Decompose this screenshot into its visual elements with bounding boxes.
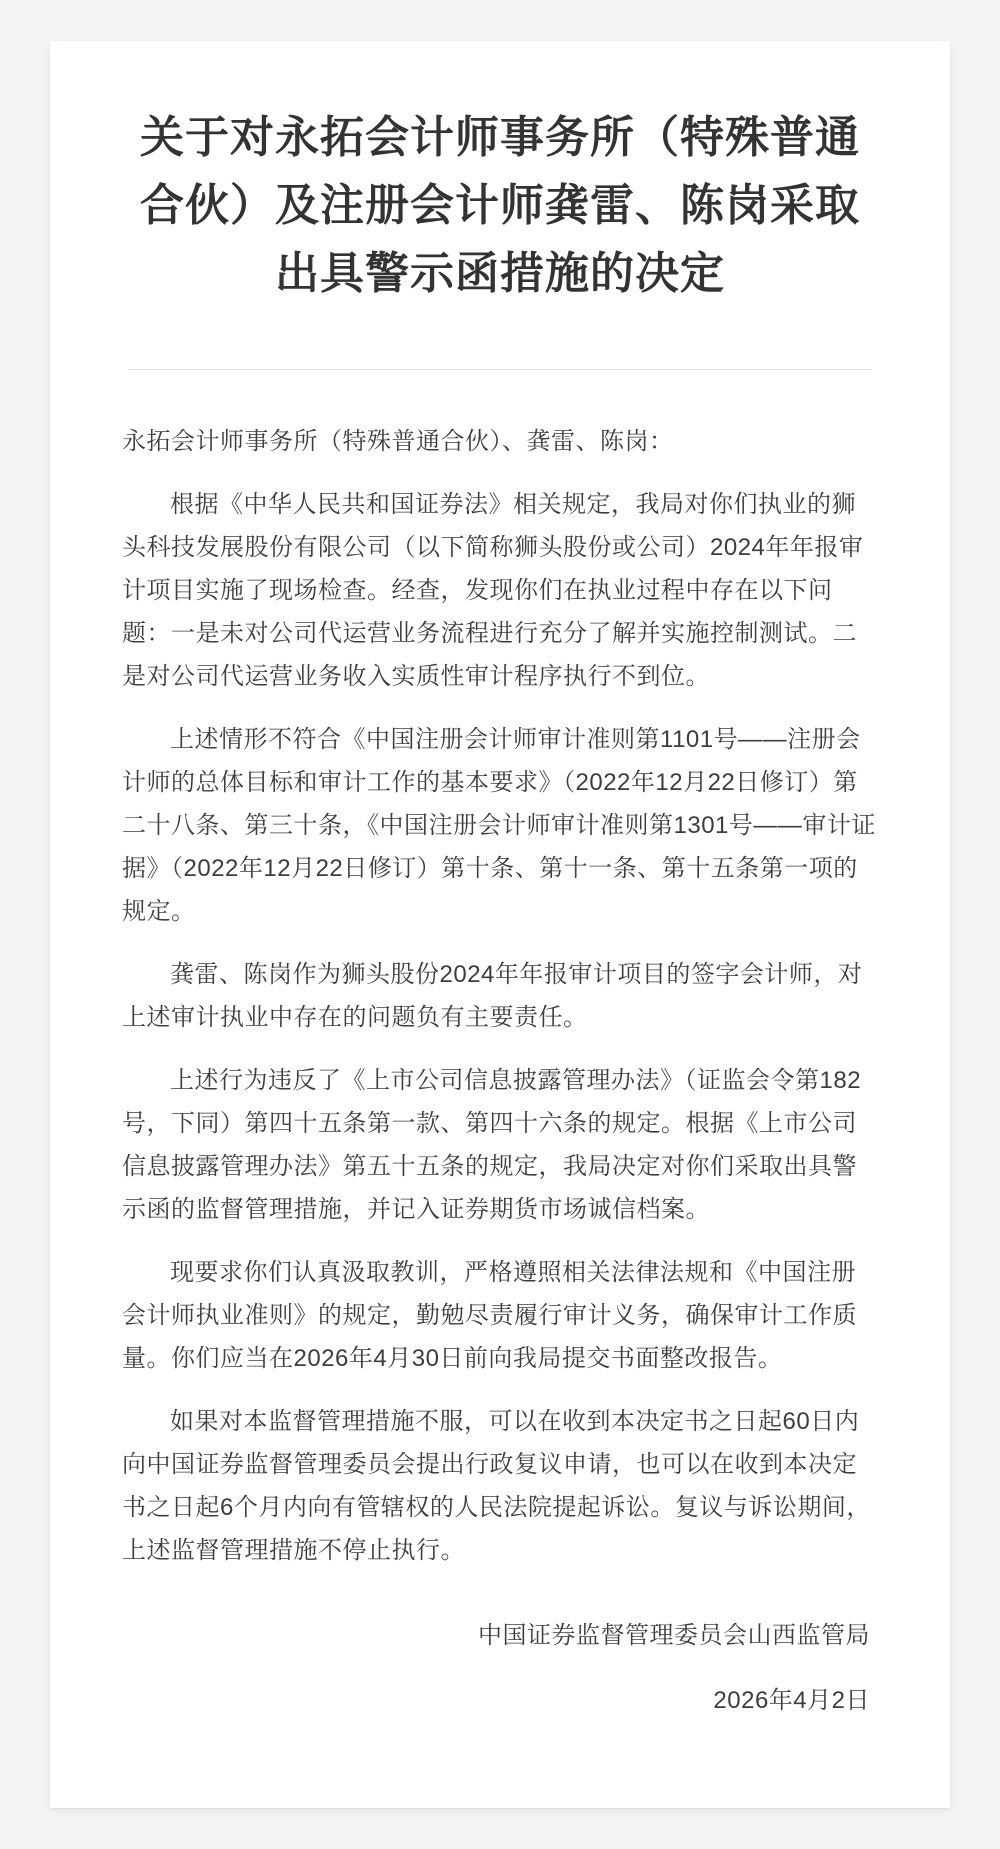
salutation: 永拓会计师事务所（特殊普通合伙）、龚雷、陈岗： [122, 428, 674, 455]
body-paragraph-6: 如果对本监督管理措施不服，可以在收到本决定书之日起60日内向中国证券监督管理委员会提出行政复议申请，也可以在收到本决定书之日起6个月内向有管辖权的人民法院提起诉讼。复议与诉讼期间，上述监督管理措施不停止执行。 [122, 1408, 871, 1564]
title-divider [128, 369, 872, 370]
body-paragraph-1: 根据《中华人民共和国证券法》相关规定，我局对你们执业的狮头科技发展股份有限公司（以下简称狮头股份或公司）2024年年报审计项目实施了现场检查。经查，发现你们在执业过程中存在以下问题：一是未对公司代运营业务流程进行充分了解并实施控制测试。二是对公司代运营业务收入实质性审计程序执行不到位。 [122, 491, 864, 690]
document-date: 2026年4月2日 [713, 1687, 870, 1714]
document-body [122, 420, 878, 1722]
body-paragraph-4: 上述行为违反了《上市公司信息披露管理办法》（证监会令第182号，下同）第四十五条第一款、第四十六条的规定。根据《上市公司信息披露管理办法》第五十五条的规定，我局决定对你们采取出具警示函的监督管理措施，并记入证券期货市场诚信档案。 [122, 1067, 862, 1223]
document-title: 关于对永拓会计师事务所（特殊普通合伙）及注册会计师龚雷、陈岗采取出具警示函措施的决定 [140, 113, 860, 298]
body-paragraph-2: 上述情形不符合《中国注册会计师审计准则第1101号——注册会计师的总体目标和审计工作的基本要求》（2022年12月22日修订）第二十八条、第三十条，《中国注册会计师审计准则第1301号——审计证据》（2022年12月22日修订）第十条、第十一条、第十五条第一项的规定。 [122, 726, 876, 925]
body-paragraph-3: 龚雷、陈岗作为狮头股份2024年年报审计项目的签字会计师，对上述审计执业中存在的问题负有主要责任。 [122, 961, 863, 1031]
issuing-authority-signature: 中国证券监督管理委员会山西监管局 [478, 1622, 870, 1649]
body-paragraph-5: 现要求你们认真汲取教训，严格遵照相关法律法规和《中国注册会计师执业准则》的规定，勤勉尽责履行审计义务，确保审计工作质量。你们应当在2026年4月30日前向我局提交书面整改报告。 [122, 1259, 857, 1372]
document-card [50, 41, 950, 1808]
